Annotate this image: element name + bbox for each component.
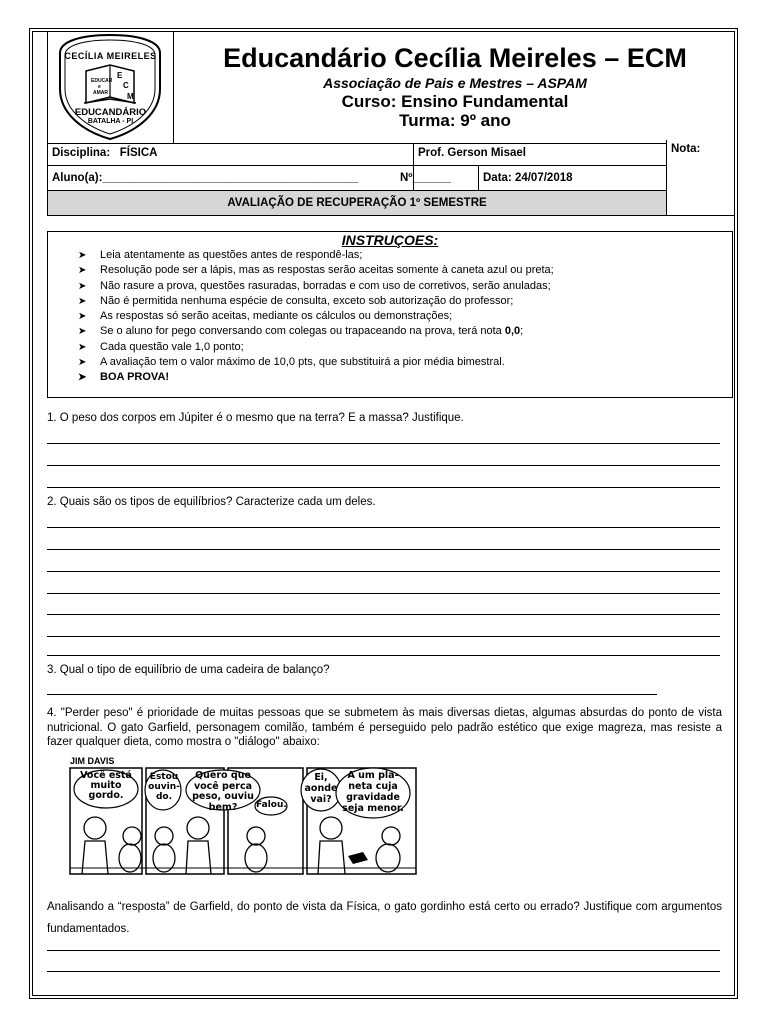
speech-bubble: Quero que você perca peso, ouviu bem? xyxy=(192,770,254,813)
grade-cell[interactable] xyxy=(666,140,735,216)
comic-author: JIM DAVIS xyxy=(70,756,115,766)
logo-book-word: e xyxy=(98,84,101,90)
list-item: ➤ Se o aluno for pego conversando com colegas ou trapaceando na prova, terá nota 0,0; xyxy=(78,325,524,338)
arrow-bullet-icon: ➤ xyxy=(78,250,87,261)
answer-line[interactable] xyxy=(47,443,720,444)
question-4-followup: Analisando a “resposta” de Garfield, do ponto de vista da Física, o gato gordinho está certo ou errado? Justifique com argumentos fundamentados. xyxy=(47,901,722,935)
number-label: Nº______ xyxy=(400,172,451,184)
student-cell[interactable] xyxy=(47,165,451,191)
speech-bubble: Estou ouvin-do. xyxy=(148,772,180,802)
logo-box xyxy=(47,31,174,143)
speech-bubble: Você está muito gordo. xyxy=(80,770,132,801)
question-2: 2. Quais são os tipos de equilíbrios? Caracterize cada um deles. xyxy=(47,496,376,508)
instructions-box xyxy=(47,231,733,398)
list-item: ➤ As respostas só serão aceitas, mediante os cálculos ou demonstrações; xyxy=(78,310,453,323)
question-4: 4. "Perder peso" é prioridade de muitas pessoas que se submetem às mais diversas dietas, algumas absurdas do ponto de vista nutricional. O gato Garfield, personagem comilão, também é perseguido pelo padrão estético que exige magreza, mas resiste a fazer qualquer dieta, como mostra o "diálogo" abaixo: xyxy=(47,707,722,748)
school-logo xyxy=(48,31,173,143)
garfield-comic-strip xyxy=(68,756,418,876)
list-item: ➤ Resolução pode ser a lápis, mas as respostas serão aceitas somente à caneta azul ou preta; xyxy=(78,264,554,277)
logo-book-word: AMAR xyxy=(93,90,108,96)
list-item: ➤ Não é permitida nenhuma espécie de consulta, exceto sob autorização do professor; xyxy=(78,294,514,307)
answer-line[interactable] xyxy=(47,571,720,572)
logo-book-letter: C xyxy=(123,81,129,90)
speech-bubble: Ei, aonde vai? xyxy=(304,772,338,805)
answer-line[interactable] xyxy=(47,593,720,594)
list-item: ➤ Cada questão vale 1,0 ponto; xyxy=(78,340,244,353)
answer-line[interactable] xyxy=(47,527,720,528)
speech-bubble: Falou. xyxy=(256,800,287,810)
list-item: ➤ BOA PROVA! xyxy=(78,371,170,384)
list-item: ➤ Leia atentamente as questões antes de respondê-las; xyxy=(78,249,363,261)
teacher-name: Prof. Gerson Misael xyxy=(418,147,527,159)
exam-title-cell xyxy=(47,190,667,216)
association-name: Associação de Pais e Mestres – ASPAM xyxy=(323,75,587,91)
arrow-bullet-icon: ➤ xyxy=(78,295,87,307)
arrow-bullet-icon: ➤ xyxy=(78,372,87,384)
logo-book-letter: M xyxy=(127,92,134,101)
arrow-bullet-icon: ➤ xyxy=(78,311,87,323)
course-name: Curso: Ensino Fundamental xyxy=(341,92,569,111)
question-1: 1. O peso dos corpos em Júpiter é o mesmo que na terra? E a massa? Justifique. xyxy=(47,412,464,424)
student-label: Aluno(a):________________________________________ xyxy=(52,172,359,184)
instructions-list xyxy=(78,248,554,386)
list-item: ➤ A avaliação tem o valor máximo de 10,0 pts, que substituirá a pior média bimestral. xyxy=(78,356,505,369)
answer-line[interactable] xyxy=(47,655,720,656)
arrow-bullet-icon: ➤ xyxy=(78,326,87,338)
exam-date: Data: 24/07/2018 xyxy=(483,172,573,184)
answer-line[interactable] xyxy=(47,549,720,550)
list-item: ➤ Não rasure a prova, questões rasuradas, borradas e com uso de corretivos, serão anuladas; xyxy=(78,279,551,292)
answer-line[interactable] xyxy=(47,465,720,466)
answer-line[interactable] xyxy=(47,636,720,637)
grade-label: Nota: xyxy=(671,143,701,155)
arrow-bullet-icon: ➤ xyxy=(78,280,87,292)
arrow-bullet-icon: ➤ xyxy=(78,265,87,277)
answer-line[interactable] xyxy=(47,487,720,488)
discipline-label: Disciplina: FÍSICA xyxy=(52,147,158,159)
exam-title: AVALIAÇÃO DE RECUPERAÇÃO 1º SEMESTRE xyxy=(227,197,487,209)
answer-line[interactable] xyxy=(47,614,720,615)
teacher-cell xyxy=(413,143,667,166)
logo-bottom-text: EDUCANDÁRIO xyxy=(74,107,147,118)
arrow-bullet-icon: ➤ xyxy=(78,357,87,369)
logo-top-text: CECÍLIA MEIRELES xyxy=(64,51,157,61)
speech-bubble: A um pla-neta cuja gravidade seja menor. xyxy=(342,770,404,814)
discipline-cell xyxy=(47,143,414,166)
answer-line[interactable] xyxy=(47,971,720,972)
logo-book-word: EDUCAR xyxy=(91,78,113,84)
logo-location: BATALHA - PI xyxy=(87,118,134,125)
class-name: Turma: 9º ano xyxy=(399,111,511,130)
answer-line[interactable] xyxy=(47,950,720,951)
answer-line[interactable] xyxy=(47,694,657,695)
arrow-bullet-icon: ➤ xyxy=(78,341,87,353)
instructions-title: INSTRUÇOES: xyxy=(341,232,439,248)
question-3: 3. Qual o tipo de equilíbrio de uma cadeira de balanço? xyxy=(47,664,330,676)
logo-book-letter: E xyxy=(117,71,123,80)
school-title: Educandário Cecília Meireles – ECM xyxy=(223,43,687,73)
date-cell xyxy=(478,165,667,191)
